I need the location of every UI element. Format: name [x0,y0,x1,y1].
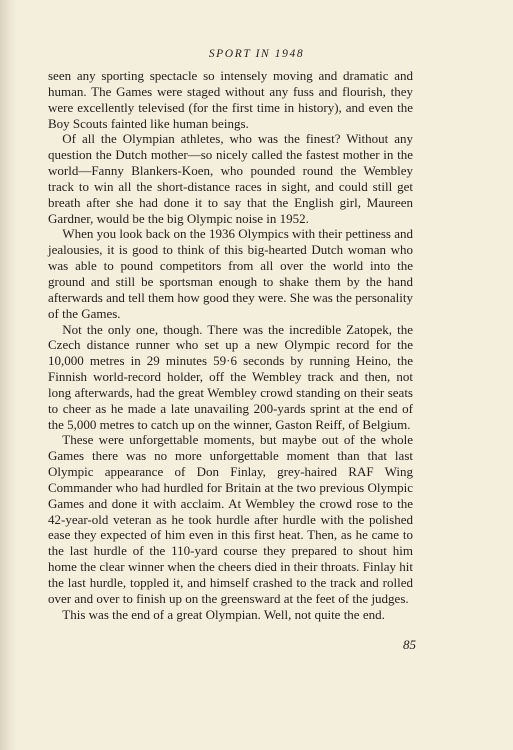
paragraph: seen any sporting spectacle so intensely moving and dramatic and human. The Games were staged without any fuss and flourish, they were excellently televised (for the first time in history), and even the Boy Scouts fainted like human beings. [48,68,413,131]
paragraph: When you look back on the 1936 Olympics with their pettiness and jealousies, it is good to think of this big-hearted Dutch woman who was able to pound competitors from all over the world into the ground and still be sportsman enough to shake them by the hand afterwards and tell them how good they were. She was the personality of the Games. [48,226,413,321]
paragraph: This was the end of a great Olympian. Well, not quite the end. [62,606,385,622]
paragraph: Of all the Olympian athletes, who was the finest? Without any question the Dutch mother—so nicely called the fastest mother in the world—Fanny Blankers-Koen, who pounded round the Wembley track to win all the short-distance races in sight, and could still get breath after she had done it to say that the English girl, Maureen Gardner, would be the big Olympic noise in 1952. [48,131,413,226]
running-head: SPORT IN 1948 [208,48,305,60]
page-gutter-shadow [0,0,16,750]
paragraph: Not the only one, though. There was the incredible Zatopek, the Czech distance runner who set up a new Olympic record for the 10,000 metres in 29 minutes 59·6 seconds by running Heino, the Finnish world-record holder, off the Wembley track and then, not long afterwards, had the great Wembley crowd standing on their seats to cheer as he made a late unavailing 200-yards sprint at the end of the 5,000 metres to catch up on the winner, Gaston Reiff, of Belgium. [48,321,413,432]
body-text [48,68,413,623]
page-number: 85 [403,637,416,652]
paragraph: These were unforgettable moments, but maybe out of the whole Games there was no more unforgettable moment than that last Olympic appearance of Don Finlay, grey-haired RAF Wing Commander who had hurdled for Britain at the two previous Olympic Games and done it with acclaim. At Wembley the crowd rose to the 42-year-old veteran as he took hurdle after hurdle with the polished ease they expected of him even in this first heat. Then, as he came to the last hurdle of the 110-yard course they prepared to shout him home the clear winner when the cheers died in their throats. Finlay hit the last hurdle, toppled it, and himself crashed to the track and rolled over and over to finish up on the greensward at the feet of the judges. [48,432,413,606]
